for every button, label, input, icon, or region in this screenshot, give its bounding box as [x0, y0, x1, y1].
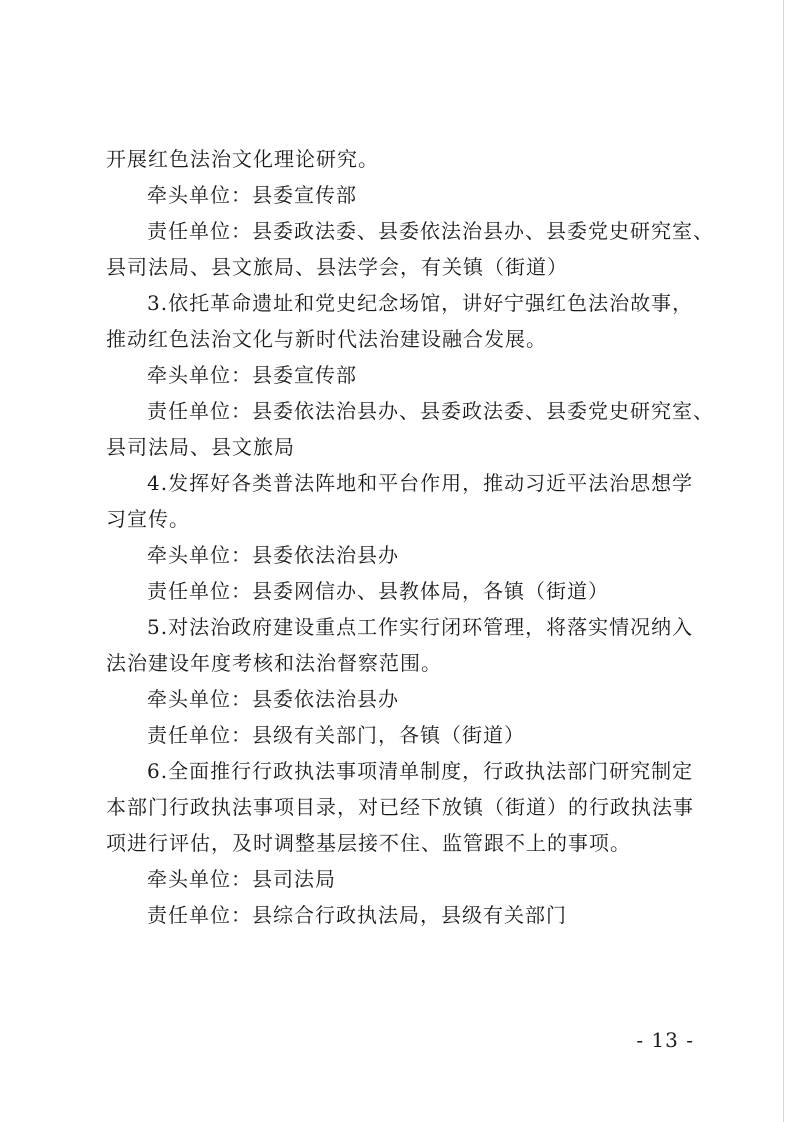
lead-unit-line: 牵头单位：县委依法治县办: [147, 687, 399, 711]
text-line: 习宣传。: [106, 507, 190, 531]
lead-unit-line: 牵头单位：县委宣传部: [147, 363, 357, 387]
text-line: 开展红色法治文化理论研究。: [106, 147, 379, 171]
responsible-unit-line: 责任单位：县委政法委、县委依法治县办、县委党史研究室、: [147, 219, 714, 243]
text-line: 推动红色法治文化与新时代法治建设融合发展。: [106, 327, 547, 351]
scan-edge-divider: [783, 0, 784, 1122]
responsible-unit-line: 责任单位：县委网信办、县教体局，各镇（街道）: [147, 579, 609, 603]
lead-unit-line: 牵头单位：县委依法治县办: [147, 543, 399, 567]
text-line: 县司法局、县文旅局: [106, 435, 295, 459]
item-5-line: 5.对法治政府建设重点工作实行闭环管理，将落实情况纳入: [147, 615, 694, 639]
text-line: 项进行评估，及时调整基层接不住、监管跟不上的事项。: [106, 831, 631, 855]
responsible-unit-line: 责任单位：县级有关部门，各镇（街道）: [147, 723, 525, 747]
page-number: - 13 -: [636, 1028, 694, 1052]
item-6-line: 6.全面推行行政执法事项清单制度，行政执法部门研究制定: [147, 759, 694, 783]
responsible-unit-line: 责任单位：县委依法治县办、县委政法委、县委党史研究室、: [147, 399, 714, 423]
text-line: 法治建设年度考核和法治督察范围。: [106, 651, 442, 675]
lead-unit-line: 牵头单位：县司法局: [147, 867, 336, 891]
item-3-line: 3.依托革命遗址和党史纪念场馆，讲好宁强红色法治故事，: [147, 291, 694, 315]
text-line: 本部门行政执法事项目录，对已经下放镇（街道）的行政执法事: [106, 795, 694, 819]
body-text: [106, 145, 714, 937]
responsible-unit-line: 责任单位：县综合行政执法局，县级有关部门: [147, 903, 567, 927]
item-4-line: 4.发挥好各类普法阵地和平台作用，推动习近平法治思想学: [147, 471, 694, 495]
lead-unit-line: 牵头单位：县委宣传部: [147, 183, 357, 207]
text-line: 县司法局、县文旅局、县法学会，有关镇（街道）: [106, 255, 568, 279]
